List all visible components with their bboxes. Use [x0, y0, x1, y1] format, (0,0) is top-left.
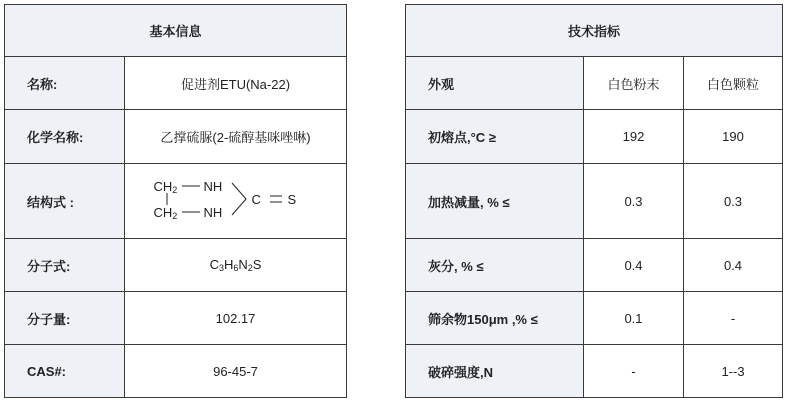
ash-powder: 0.4 — [584, 239, 684, 292]
crush-strength-granule: 1--3 — [684, 345, 783, 398]
table-row — [406, 239, 783, 292]
name-value: 促进剂ETU(Na-22) — [125, 57, 347, 110]
carbon-atom: C — [251, 192, 261, 207]
ch2-top: $CH_2$ — [153, 179, 178, 195]
table-row — [5, 292, 347, 345]
table-row — [5, 164, 347, 239]
heat-loss-label: 加热减量, % ≤ — [406, 164, 584, 239]
basic-info-title: 基本信息 — [5, 5, 347, 57]
appearance-powder: 白色粉末 — [584, 57, 684, 110]
sieve-residue-label: 筛余物150μm ,% ≤ — [406, 292, 584, 345]
tech-spec-table — [405, 4, 783, 398]
crush-strength-powder: - — [584, 345, 684, 398]
table-row — [406, 57, 783, 110]
formula-label: 分子式: — [5, 239, 125, 292]
tech-spec-title: 技术指标 — [406, 5, 783, 57]
table-row — [406, 164, 783, 239]
heat-loss-powder: 0.3 — [584, 164, 684, 239]
structure-label: 结构式 : — [5, 164, 125, 239]
appearance-granule: 白色颗粒 — [684, 57, 783, 110]
molecular-weight-value: 102.17 — [125, 292, 347, 345]
ash-granule: 0.4 — [684, 239, 783, 292]
basic-info-table — [4, 4, 347, 398]
table-row — [5, 239, 347, 292]
molecular-weight-label: 分子量: — [5, 292, 125, 345]
melting-point-granule: 190 — [684, 110, 783, 164]
cas-label: CAS#: — [5, 345, 125, 398]
structural-formula — [146, 171, 326, 231]
table-row — [5, 345, 347, 398]
table-row — [406, 110, 783, 164]
appearance-label: 外观 — [406, 57, 584, 110]
table-row — [5, 57, 347, 110]
table-row — [5, 110, 347, 164]
ash-label: 灰分, % ≤ — [406, 239, 584, 292]
sieve-residue-granule: - — [684, 292, 783, 345]
sieve-residue-powder: 0.1 — [584, 292, 684, 345]
table-row — [406, 292, 783, 345]
chemical-name-value: 乙撑硫脲(2-硫醇基咪唑啉) — [125, 110, 347, 164]
molecular-formula: $C_3H_6N_2S$ — [125, 239, 347, 292]
structure-cell — [125, 164, 347, 239]
heat-loss-granule: 0.3 — [684, 164, 783, 239]
name-label: 名称: — [5, 57, 125, 110]
chemical-name-label: 化学名称: — [5, 110, 125, 164]
ch2-bottom: $CH_2$ — [153, 205, 178, 221]
cas-value: 96-45-7 — [125, 345, 347, 398]
melting-point-powder: 192 — [584, 110, 684, 164]
sulfur-atom: S — [287, 192, 297, 207]
table-row — [406, 345, 783, 398]
crush-strength-label: 破碎强度,N — [406, 345, 584, 398]
nh-bottom: NH — [203, 205, 223, 220]
melting-point-label: 初熔点,°C ≥ — [406, 110, 584, 164]
nh-top: NH — [203, 179, 223, 194]
